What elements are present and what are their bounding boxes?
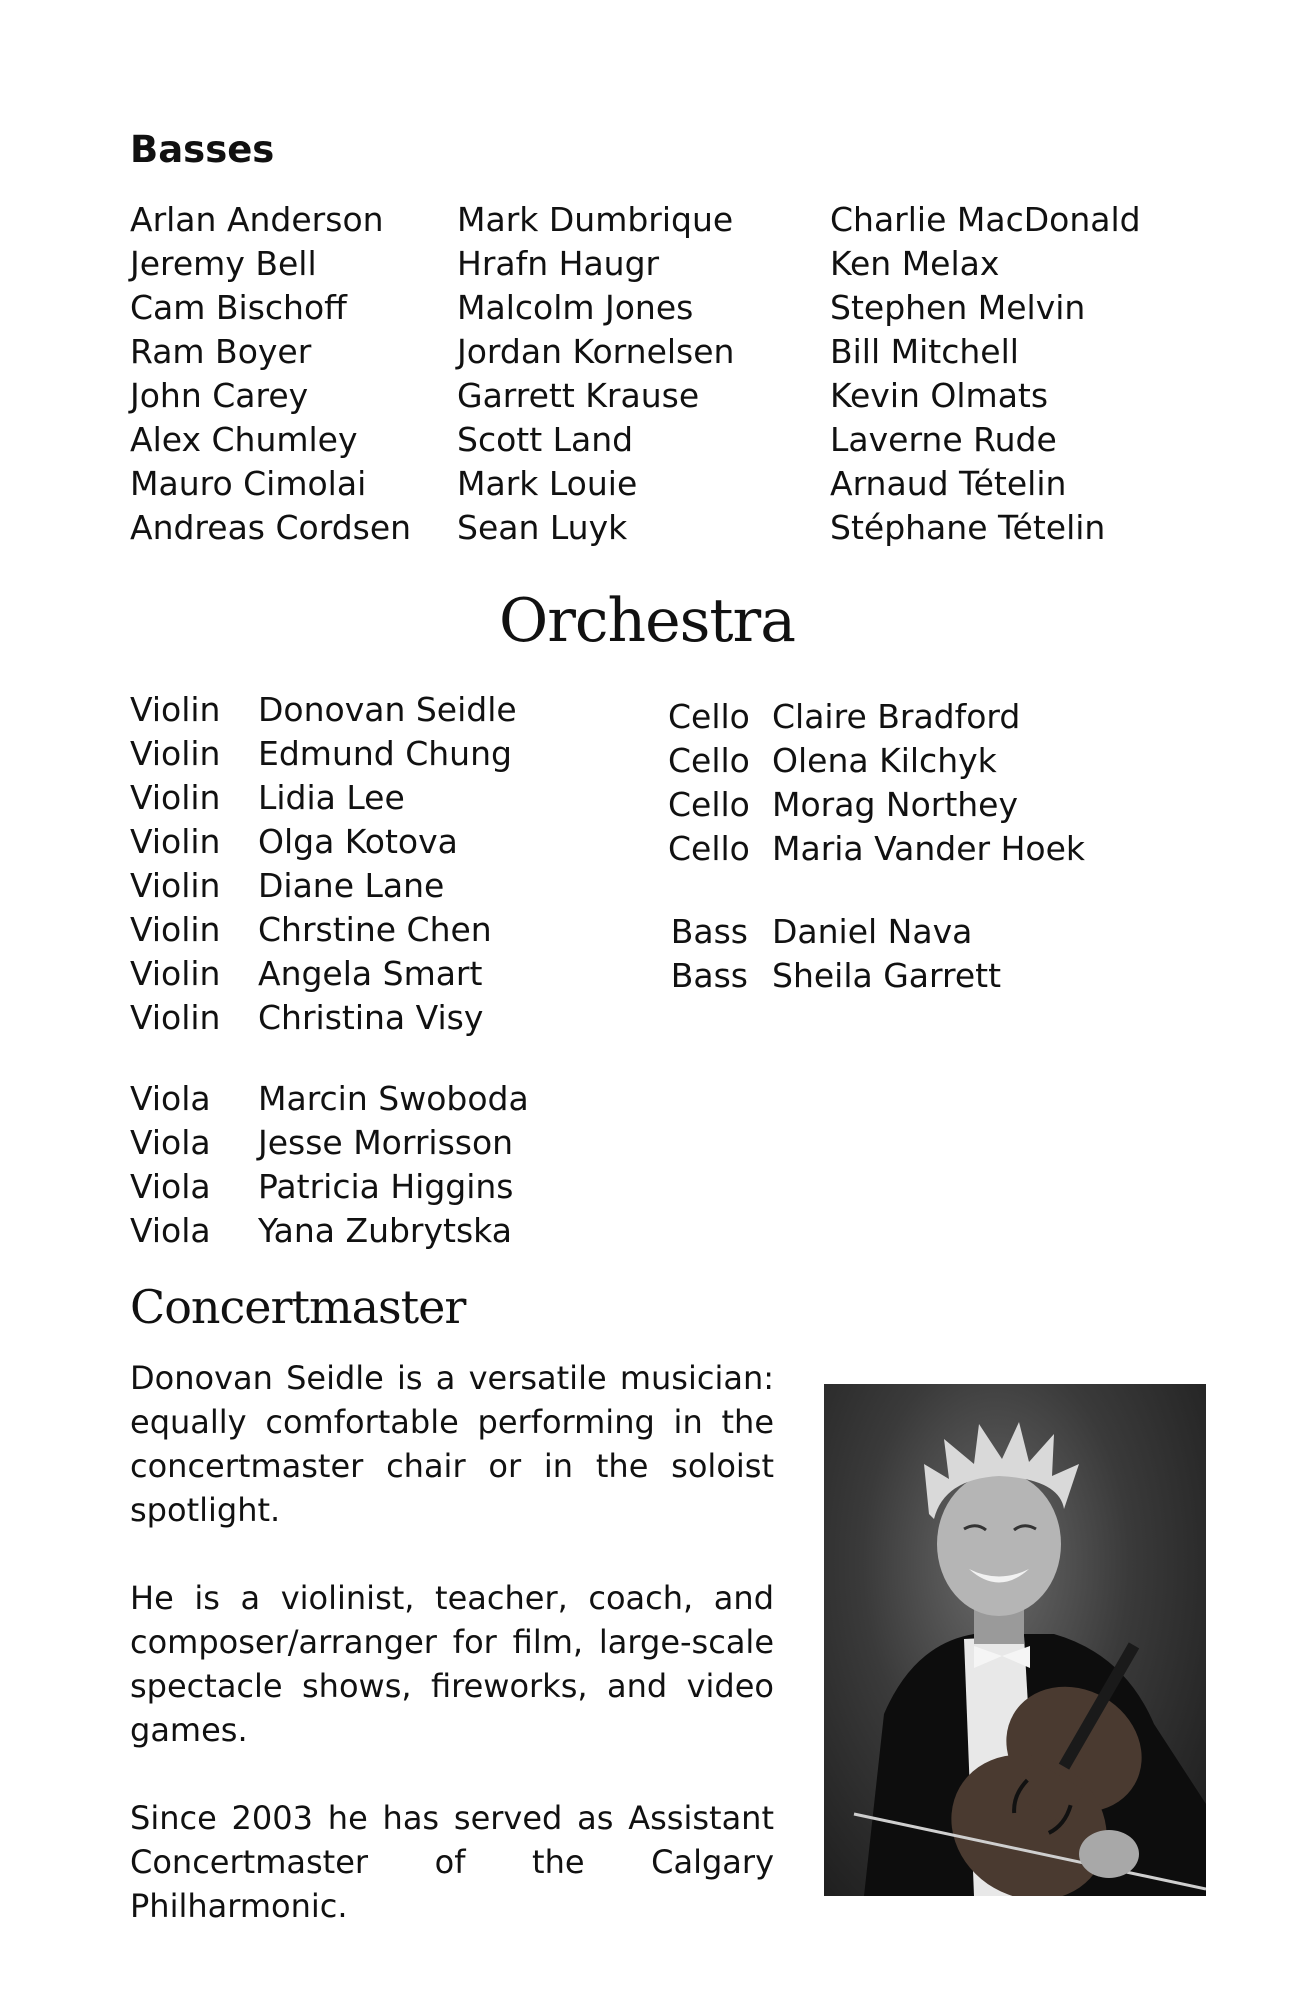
roster-row xyxy=(668,695,1168,739)
singer-name: Jeremy Bell xyxy=(130,244,317,283)
instrument-label: Bass xyxy=(670,956,748,995)
singer-name: Mauro Cimolai xyxy=(130,464,367,503)
instrument-label: Viola xyxy=(130,1079,211,1118)
singer-name: Laverne Rude xyxy=(830,420,1057,459)
player-name: Chrstine Chen xyxy=(258,910,492,949)
singer-name: Arlan Anderson xyxy=(130,200,384,239)
singer-name: Garrett Krause xyxy=(457,376,700,415)
player-name: Claire Bradford xyxy=(772,697,1021,736)
roster-row xyxy=(130,1209,630,1253)
player-name: Sheila Garrett xyxy=(772,956,1002,995)
singer-name: Kevin Olmats xyxy=(830,376,1049,415)
roster-row xyxy=(130,688,630,732)
instrument-label: Violin xyxy=(130,954,221,993)
player-name: Jesse Morrisson xyxy=(258,1123,514,1162)
orchestra-title: Orchestra xyxy=(499,586,795,656)
instrument-label: Viola xyxy=(130,1211,211,1250)
singer-name: Malcolm Jones xyxy=(457,288,694,327)
roster-row xyxy=(130,952,630,996)
bass-roster xyxy=(668,910,1168,998)
player-name: Patricia Higgins xyxy=(258,1167,514,1206)
concertmaster-bio xyxy=(130,1356,774,1928)
violinist-photo-illustration xyxy=(824,1384,1206,1896)
concertmaster-title: Concertmaster xyxy=(130,1280,466,1334)
roster-row xyxy=(668,954,1168,998)
singer-name: Charlie MacDonald xyxy=(830,200,1141,239)
player-name: Morag Northey xyxy=(772,785,1019,824)
singer-name: Cam Bischoff xyxy=(130,288,347,327)
instrument-label: Viola xyxy=(130,1123,211,1162)
player-name: Christina Visy xyxy=(258,998,484,1037)
player-name: Diane Lane xyxy=(258,866,445,905)
singer-name: Alex Chumley xyxy=(130,420,358,459)
singer-name: Mark Dumbrique xyxy=(457,200,734,239)
player-name: Lidia Lee xyxy=(258,778,405,817)
roster-row xyxy=(130,776,630,820)
instrument-label: Violin xyxy=(130,998,221,1037)
instrument-label: Viola xyxy=(130,1167,211,1206)
player-name: Donovan Seidle xyxy=(258,690,517,729)
singer-name: Stéphane Tételin xyxy=(830,508,1106,547)
singer-name: Sean Luyk xyxy=(457,508,628,547)
instrument-label: Cello xyxy=(668,785,750,824)
instrument-label: Violin xyxy=(130,778,221,817)
singer-name: Bill Mitchell xyxy=(830,332,1019,371)
bio-paragraph: He is a violinist, teacher, coach, and composer/arranger for film, large-scale spectacle shows, fireworks, and video games. xyxy=(130,1579,774,1749)
basses-column-1 xyxy=(130,198,411,550)
singer-name: Mark Louie xyxy=(457,464,638,503)
instrument-label: Violin xyxy=(130,866,221,905)
roster-row xyxy=(668,910,1168,954)
singer-name: Jordan Kornelsen xyxy=(457,332,735,371)
roster-row xyxy=(130,1165,630,1209)
roster-row xyxy=(130,820,630,864)
basses-section-title: Basses xyxy=(130,128,275,171)
roster-row xyxy=(130,732,630,776)
singer-name: Scott Land xyxy=(457,420,634,459)
roster-row xyxy=(130,1121,630,1165)
instrument-label: Bass xyxy=(670,912,748,951)
singer-name: Andreas Cordsen xyxy=(130,508,412,547)
player-name: Olga Kotova xyxy=(258,822,458,861)
roster-row xyxy=(130,908,630,952)
singer-name: Hrafn Haugr xyxy=(457,244,660,283)
instrument-label: Cello xyxy=(668,697,750,736)
bio-paragraph: Since 2003 he has served as Assistant Concertmaster of the Calgary Philharmonic. xyxy=(130,1799,774,1925)
viola-roster xyxy=(130,1077,630,1253)
bio-paragraph: Donovan Seidle is a versatile musician: equally comfortable performing in the concertmaster chair or in the soloist spotlight. xyxy=(130,1359,774,1529)
player-name: Angela Smart xyxy=(258,954,483,993)
instrument-label: Violin xyxy=(130,822,221,861)
instrument-label: Cello xyxy=(668,741,750,780)
roster-row xyxy=(130,1077,630,1121)
singer-name: Arnaud Tételin xyxy=(830,464,1067,503)
instrument-label: Cello xyxy=(668,829,750,868)
singer-name: John Carey xyxy=(130,376,309,415)
player-name: Yana Zubrytska xyxy=(258,1211,512,1250)
violin-roster xyxy=(130,688,630,1040)
player-name: Marcin Swoboda xyxy=(258,1079,529,1118)
instrument-label: Violin xyxy=(130,690,221,729)
concertmaster-portrait xyxy=(824,1384,1206,1896)
singer-name: Ram Boyer xyxy=(130,332,312,371)
cello-roster xyxy=(668,695,1168,871)
instrument-label: Violin xyxy=(130,910,221,949)
player-name: Maria Vander Hoek xyxy=(772,829,1086,868)
player-name: Edmund Chung xyxy=(258,734,512,773)
roster-row xyxy=(130,864,630,908)
roster-row xyxy=(668,783,1168,827)
player-name: Daniel Nava xyxy=(772,912,973,951)
roster-row xyxy=(668,739,1168,783)
basses-column-3 xyxy=(830,198,1141,550)
basses-column-2 xyxy=(457,198,734,550)
player-name: Olena Kilchyk xyxy=(772,741,997,780)
roster-row xyxy=(668,827,1168,871)
instrument-label: Violin xyxy=(130,734,221,773)
roster-row xyxy=(130,996,630,1040)
singer-name: Stephen Melvin xyxy=(830,288,1086,327)
singer-name: Ken Melax xyxy=(830,244,1000,283)
